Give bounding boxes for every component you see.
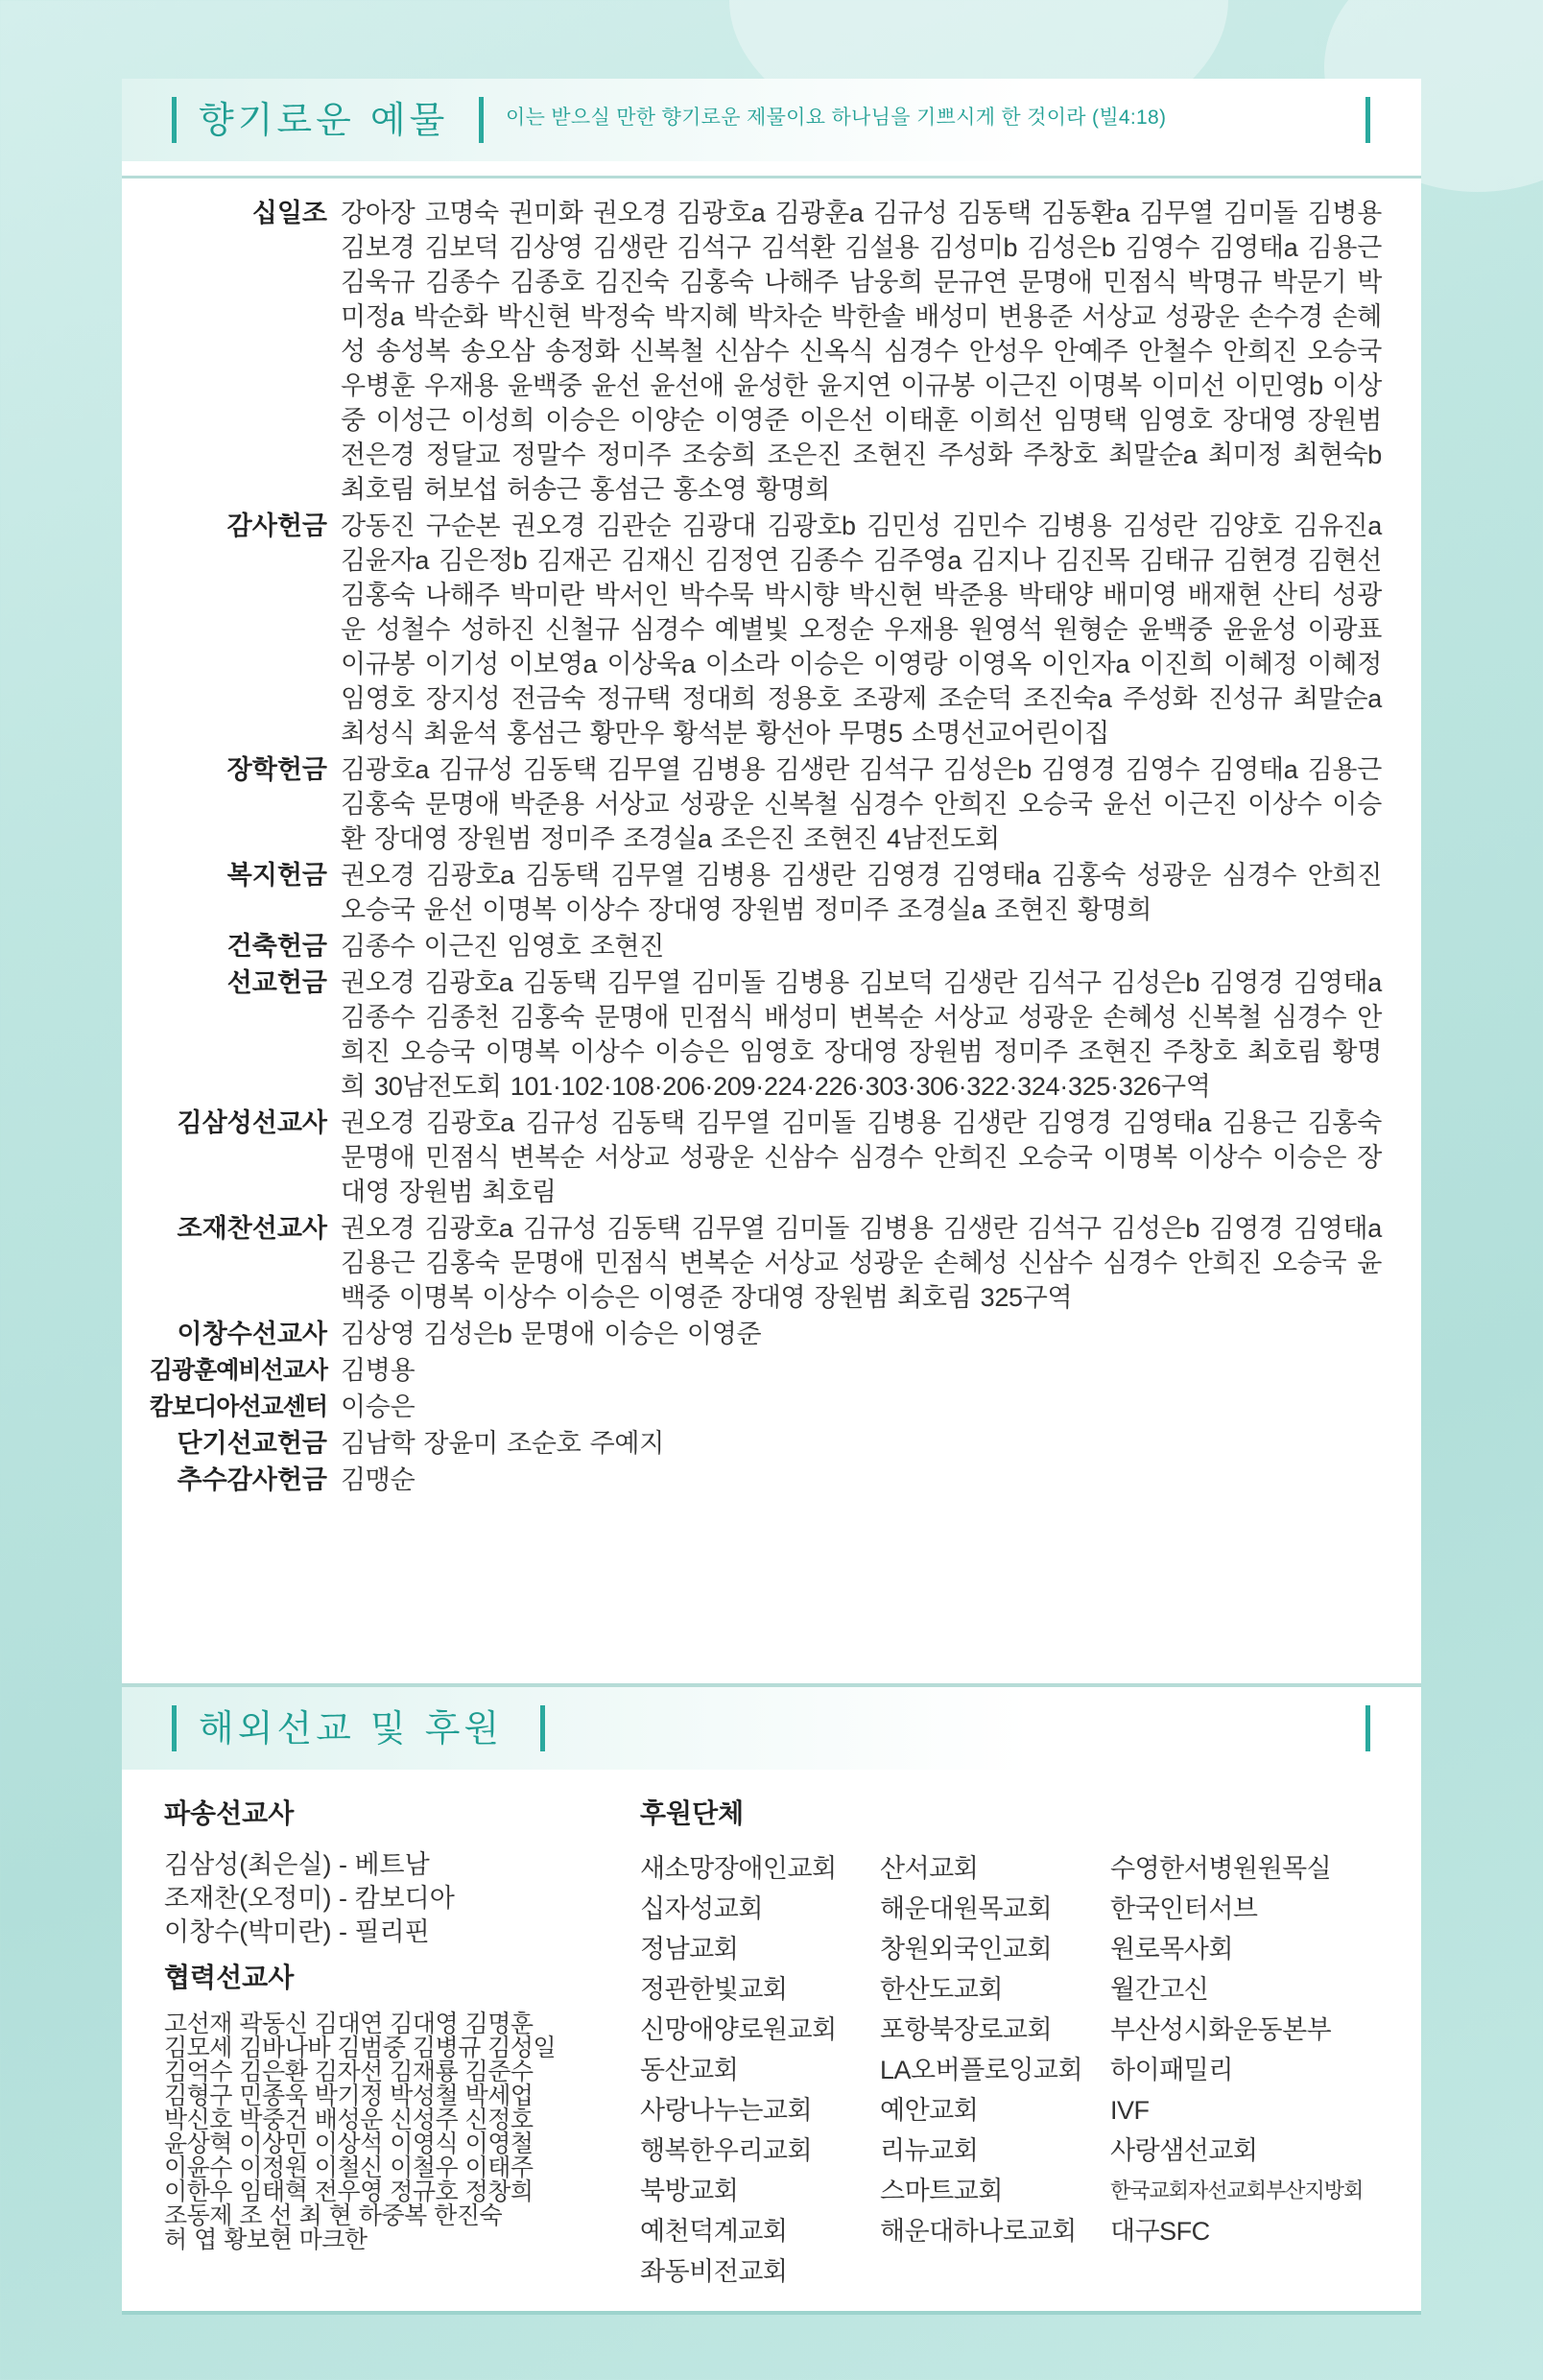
offering-names: 김상영 김성은b 문명애 이승은 이영준 xyxy=(341,1320,762,1348)
offering-row xyxy=(122,929,1421,964)
bible-verse: 이는 받으실 만한 향기로운 제물이요 하나님을 기쁘시게 한 것이라 (빌4:18) xyxy=(506,107,1167,129)
header-bar-left xyxy=(172,1705,177,1751)
coop-missionary-line: 이윤수 이정원 이철신 이철우 이태주 xyxy=(164,2154,534,2181)
offering-row xyxy=(122,1426,1421,1461)
offering-names: 권오경 김광호a 김동택 김무열 김병용 김생란 김영경 김영태a 김홍숙 성광운 심경수 안희진 오승국 윤선 이명복 이상수 장대영 장원범 정미주 조경실a 조현진 황명희 xyxy=(341,861,1382,924)
offering-row xyxy=(122,196,1421,507)
supporter-item: 십자성교회 xyxy=(640,1894,763,1923)
coop-missionary-line: 조동제 조 선 최 현 하중복 한진숙 xyxy=(164,2202,503,2229)
supporter-item: 예안교회 xyxy=(880,2096,979,2125)
offering-label: 조재찬선교사 xyxy=(177,1214,327,1243)
section-title-mission: 해외선교 및 후원 xyxy=(199,1707,504,1749)
coop-missionary-line: 김억수 김은환 김자선 김재룡 김준수 xyxy=(164,2059,534,2085)
header-bar-mid xyxy=(540,1705,545,1751)
sent-missionary: 이창수(박미란) - 필리핀 xyxy=(164,1917,430,1946)
offering-row xyxy=(122,1463,1421,1497)
offering-names: 김남학 장윤미 조순호 주예지 xyxy=(341,1429,664,1458)
supporter-item: 수영한서병원원목실 xyxy=(1110,1854,1332,1883)
sent-missionary: 김삼성(최은실) - 베트남 xyxy=(164,1850,430,1879)
supporter-item: 새소망장애인교회 xyxy=(640,1854,837,1883)
supporter-item: 신망애양로원교회 xyxy=(640,2015,837,2044)
supporter-item: 한산도교회 xyxy=(880,1975,1003,2004)
missionary-column xyxy=(164,1795,556,2252)
offering-label: 추수감사헌금 xyxy=(177,1465,327,1494)
offering-row xyxy=(122,1106,1421,1209)
supporter-item: 원로목사회 xyxy=(1110,1935,1233,1964)
supporters-heading: 후원단체 xyxy=(640,1798,745,1828)
supporter-item: 산서교회 xyxy=(880,1854,979,1883)
offering-label: 십일조 xyxy=(251,199,327,227)
supporter-item: LA오버플로잉교회 xyxy=(880,2056,1083,2084)
offering-names: 권오경 김광호a 김규성 김동택 김무열 김미돌 김병용 김생란 김석구 김성은b 김영경 김영태a 김용근 김홍숙 문명애 민점식 변복순 서상교 성광운 손혜성 신삼수 심경수 안희진 오승국 윤백중 이명복 이상수 이승은 이영준 장대영 장원범 최호림 325구역 xyxy=(341,1214,1382,1312)
offering-label: 건축헌금 xyxy=(226,932,327,961)
coop-missionary-line: 김형구 민종욱 박기정 박성철 박세업 xyxy=(164,2082,534,2109)
offering-label: 이창수선교사 xyxy=(177,1320,327,1348)
offering-label: 캄보디아선교센터 xyxy=(149,1393,327,1420)
sent-missionaries-heading: 파송선교사 xyxy=(164,1798,295,1828)
supporter-item: 하이패밀리 xyxy=(1110,2056,1233,2084)
offering-names: 김병용 xyxy=(341,1356,415,1385)
header-bar-right xyxy=(1365,1705,1370,1751)
offering-names: 김맹순 xyxy=(341,1465,415,1494)
header-bar-mid xyxy=(479,97,484,143)
coop-missionary-line: 고선재 곽동신 김대연 김대영 김명훈 xyxy=(164,2011,534,2037)
offering-label: 감사헌금 xyxy=(226,512,327,540)
offering-label: 단기선교헌금 xyxy=(177,1429,327,1458)
supporter-item: 정남교회 xyxy=(640,1935,739,1964)
offering-names: 이승은 xyxy=(341,1392,415,1421)
header-bar-left xyxy=(172,97,177,143)
supporter-item: 월간고신 xyxy=(1110,1975,1209,2004)
coop-missionary-line: 허 엽 황보현 마크한 xyxy=(164,2226,368,2253)
offering-row xyxy=(122,1211,1421,1315)
supporter-item: 해운대원목교회 xyxy=(880,1894,1053,1923)
offering-row xyxy=(122,1390,1421,1424)
supporter-item: 좌동비전교회 xyxy=(640,2257,788,2286)
offering-label: 김광훈예비선교사 xyxy=(149,1357,327,1384)
supporter-item: 창원외국인교회 xyxy=(880,1935,1053,1964)
supporter-item: 행복한우리교회 xyxy=(640,2136,813,2165)
content-panel xyxy=(122,79,1421,2315)
divider xyxy=(122,176,1421,178)
offering-names: 김광호a 김규성 김동택 김무열 김병용 김생란 김석구 김성은b 김영경 김영수 김영태a 김용근 김홍숙 문명애 박준용 서상교 성광운 신복철 심경수 안희진 오승국 윤선 이근진 이상수 이승환 장대영 장원범 정미주 조경실a 조은진 조현진 4남전도회 xyxy=(341,755,1382,853)
coop-missionary-line: 이한우 임태혁 전우영 정규호 정창희 xyxy=(164,2178,534,2205)
offering-row xyxy=(122,965,1421,1104)
offering-label: 복지헌금 xyxy=(226,861,327,890)
offering-list xyxy=(122,196,1421,1499)
supporter-item: 해운대하나로교회 xyxy=(880,2217,1077,2246)
coop-missionary-line: 박신호 박중건 배성운 신성주 신정호 xyxy=(164,2106,534,2133)
offering-names: 김종수 이근진 임영호 조현진 xyxy=(341,932,664,961)
offering-label: 선교헌금 xyxy=(226,968,327,997)
coop-missionaries-heading: 협력선교사 xyxy=(164,1963,295,1992)
supporter-item: 한국인터서브 xyxy=(1110,1894,1258,1923)
sent-missionary: 조재찬(오정미) - 캄보디아 xyxy=(164,1884,455,1913)
supporter-item: 리뉴교회 xyxy=(880,2136,979,2165)
offering-row xyxy=(122,752,1421,856)
offering-names: 권오경 김광호a 김동택 김무열 김미돌 김병용 김보덕 김생란 김석구 김성은b 김영경 김영태a 김종수 김종천 김홍숙 문명애 민점식 배성미 변복순 서상교 성광운 손혜성 신복철 심경수 안희진 오승국 이명복 이상수 이승은 임영호 장대영 장원범 정미주 조현진 주창호 최호림 황명희 30남전도회 101·102·108·206·209·224·226·303·306·322·324·325·326구역 xyxy=(341,968,1382,1101)
supporter-item: 포항북장로교회 xyxy=(880,2015,1053,2044)
offering-row xyxy=(122,858,1421,927)
offering-row xyxy=(122,1353,1421,1388)
supporter-item: 정관한빛교회 xyxy=(640,1975,788,2004)
offering-label: 장학헌금 xyxy=(226,755,327,784)
offering-label: 김삼성선교사 xyxy=(177,1108,327,1137)
supporter-item: 한국교회자선교회부산지방회 xyxy=(1110,2178,1364,2202)
offering-row xyxy=(122,1317,1421,1351)
supporter-column xyxy=(640,1795,1408,2292)
section-title-offerings: 향기로운 예물 xyxy=(199,99,449,141)
supporter-item: 동산교회 xyxy=(640,2056,739,2084)
offering-names: 권오경 김광호a 김규성 김동택 김무열 김미돌 김병용 김생란 김영경 김영태a 김용근 김홍숙 문명애 민점식 변복순 서상교 성광운 신삼수 심경수 안희진 오승국 이명복 이상수 이승은 장대영 장원범 최호림 xyxy=(341,1108,1382,1206)
supporter-list xyxy=(640,1848,1408,2292)
supporter-item: 부산성시화운동본부 xyxy=(1110,2015,1332,2044)
supporter-item: 스마트교회 xyxy=(880,2177,1003,2205)
offering-row xyxy=(122,509,1421,750)
mission-header-band xyxy=(122,1683,1421,1770)
supporter-item: 북방교회 xyxy=(640,2177,739,2205)
coop-missionary-line: 김모세 김바나바 김범중 김병규 김성일 xyxy=(164,2035,557,2061)
header-bar-right xyxy=(1365,97,1370,143)
coop-missionary-line: 윤상혁 이상민 이상석 이영식 이영철 xyxy=(164,2130,534,2157)
divider xyxy=(122,2311,1421,2315)
supporter-item: 대구SFC xyxy=(1110,2217,1210,2246)
supporter-item: 사랑나누는교회 xyxy=(640,2096,813,2125)
supporter-item: 사랑샘선교회 xyxy=(1110,2136,1258,2165)
supporter-item: IVF xyxy=(1110,2096,1150,2125)
offering-names: 강동진 구순본 권오경 김관순 김광대 김광호b 김민성 김민수 김병용 김성란 김양호 김유진a 김윤자a 김은정b 김재곤 김재신 김정연 김종수 김주영a 김지나 김진목 김태규 김현경 김현선 김홍숙 나해주 박미란 박서인 박수묵 박시향 박신현 박준용 박태양 배미영 배재현 산티 성광운 성철수 성하진 신철규 심경수 예별빛 오정순 우재용 원영석 원형순 윤백중 윤윤성 이광표 이규봉 이기성 이보영a 이상욱a 이소라 이승은 이영랑 이영옥 이인자a 이진희 이혜정 이혜정 임영호 장지성 전금숙 정규택 정대희 정용호 조광제 조순덕 조진숙a 주성화 진성규 최말순a 최성식 최윤석 홍섬근 황만우 황석분 황선아 무명5 소명선교어린이집 xyxy=(341,512,1382,748)
offering-names: 강아장 고명숙 권미화 권오경 김광호a 김광훈a 김규성 김동택 김동환a 김무열 김미돌 김병용 김보경 김보덕 김상영 김생란 김석구 김석환 김설용 김성미b 김성은b 김영수 김영태a 김용근 김욱규 김종수 김종호 김진숙 김홍숙 나해주 남웅희 문규연 문명애 민점식 박명규 박문기 박미정a 박순화 박신현 박정숙 박지혜 박차순 박한솔 배성미 변용준 서상교 성광운 손수경 손혜성 송성복 송오삼 송정화 신복철 신삼수 신옥식 심경수 안성우 안예주 안철수 안희진 오승국 우병훈 우재용 윤백중 윤선 윤선애 윤성한 윤지연 이규봉 이근진 이명복 이미선 이민영b 이상중 이성근 이성희 이승은 이양순 이영준 이은선 이태훈 이희선 임명택 임영호 장대영 장원범 전은경 정달교 정말수 정미주 조숭희 조은진 조현진 주성화 주창호 최말순a 최미정 최현숙b 최호림 허보섭 허송근 홍섬근 홍소영 황명희 xyxy=(341,199,1382,504)
offering-header-band xyxy=(122,79,1421,161)
supporter-item: 예천덕계교회 xyxy=(640,2217,788,2246)
